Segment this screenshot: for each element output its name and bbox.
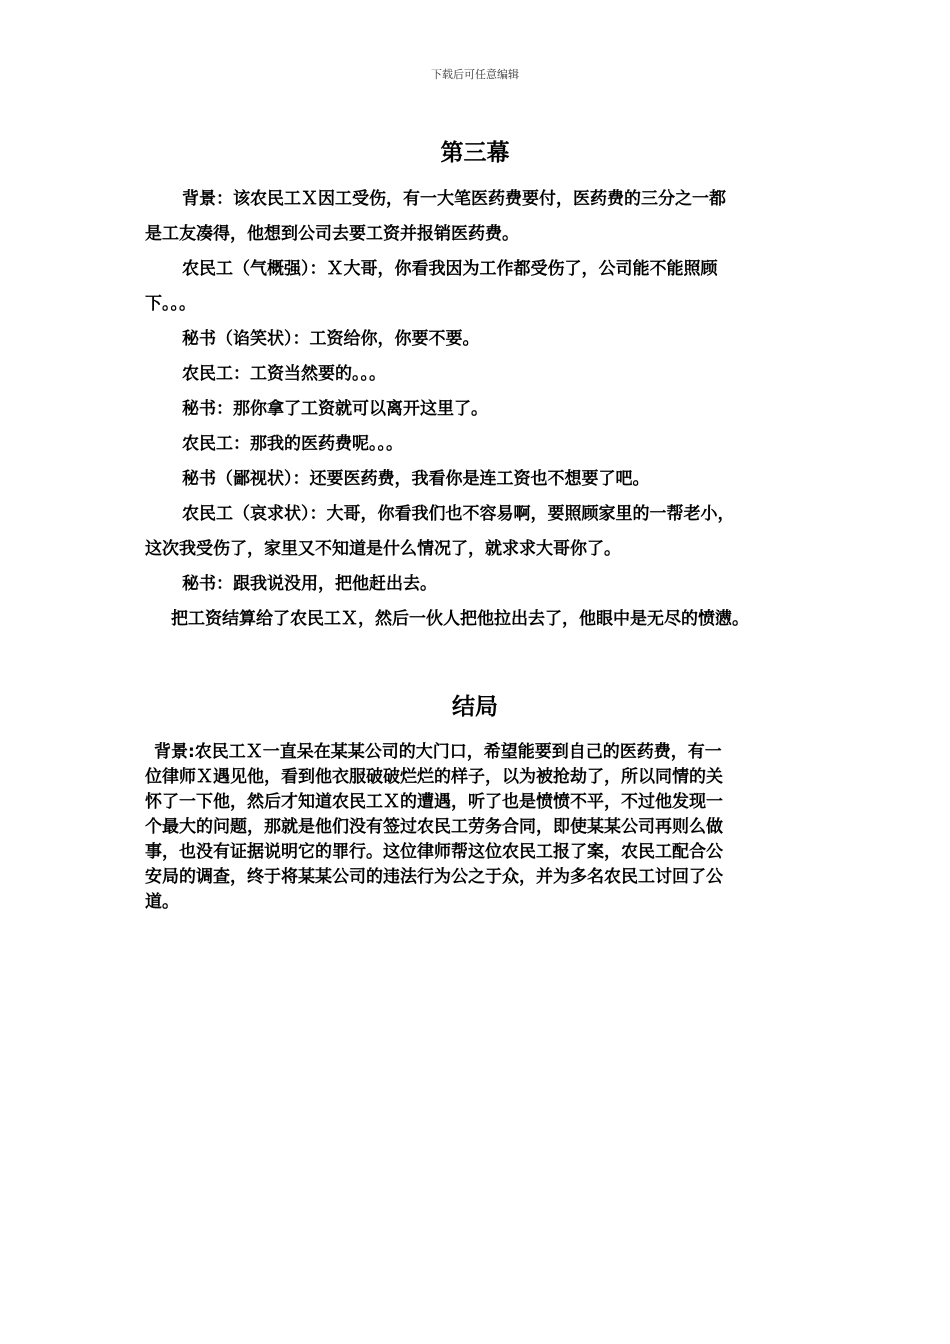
ending-line: 道。 (145, 892, 179, 912)
act3-line: 农民工：那我的医药费呢。。。 (182, 434, 403, 454)
ending-line: 背景:农民工Ｘ一直呆在某某公司的大门口，希望能要到自己的医药费，有一 (154, 742, 722, 762)
ending-line: 个最大的问题，那就是他们没有签过农民工劳务合同，即使某某公司再则么做 (145, 817, 723, 837)
ending-line: 安局的调查，终于将某某公司的违法行为公之于众，并为多名农民工讨回了公 (145, 867, 723, 887)
act3-line: 把工资结算给了农民工Ｘ，然后一伙人把他拉出去了，他眼中是无尽的愤懑。 (171, 609, 749, 629)
act3-line: 秘书（谄笑状）：工资给你，你要不要。 (182, 329, 480, 349)
act3-line: 是工友凑得，他想到公司去要工资并报销医药费。 (145, 224, 519, 244)
act3-line: 这次我受伤了，家里又不知道是什么情况了，就求求大哥你了。 (145, 539, 621, 559)
ending-line: 怀了一下他，然后才知道农民工Ｘ的遭遇，听了也是愤愤不平，不过他发现一 (145, 792, 723, 812)
act3-line: 农民工：工资当然要的。。。 (182, 364, 386, 384)
act3-line: 农民工（气概强）：Ｘ大哥，你看我因为工作都受伤了，公司能不能照顾 (182, 259, 718, 279)
act3-line: 秘书：跟我说没用，把他赶出去。 (182, 574, 437, 594)
ending-line: 位律师Ｘ遇见他，看到他衣服破破烂烂的样子，以为被抢劫了，所以同情的关 (145, 767, 723, 787)
ending-paragraph (145, 740, 825, 915)
act3-script (145, 182, 825, 637)
act3-line: 秘书（鄙视状）：还要医药费，我看你是连工资也不想要了吧。 (182, 469, 650, 489)
act3-line: 下。。。 (145, 294, 196, 314)
act3-line: 秘书：那你拿了工资就可以离开这里了。 (182, 399, 488, 419)
header-note: 下载后可任意编辑 (431, 68, 519, 81)
act3-line: 农民工（哀求状）：大哥，你看我们也不容易啊，要照顾家里的一帮老小， (182, 504, 735, 524)
ending-line: 事，也没有证据说明它的罪行。这位律师帮这位农民工报了案，农民工配合公 (145, 842, 723, 862)
act3-title: 第三幕 (440, 140, 510, 166)
act3-line: 背景：该农民工Ｘ因工受伤，有一大笔医药费要付，医药费的三分之一都 (182, 189, 726, 209)
ending-title: 结局 (452, 694, 498, 720)
